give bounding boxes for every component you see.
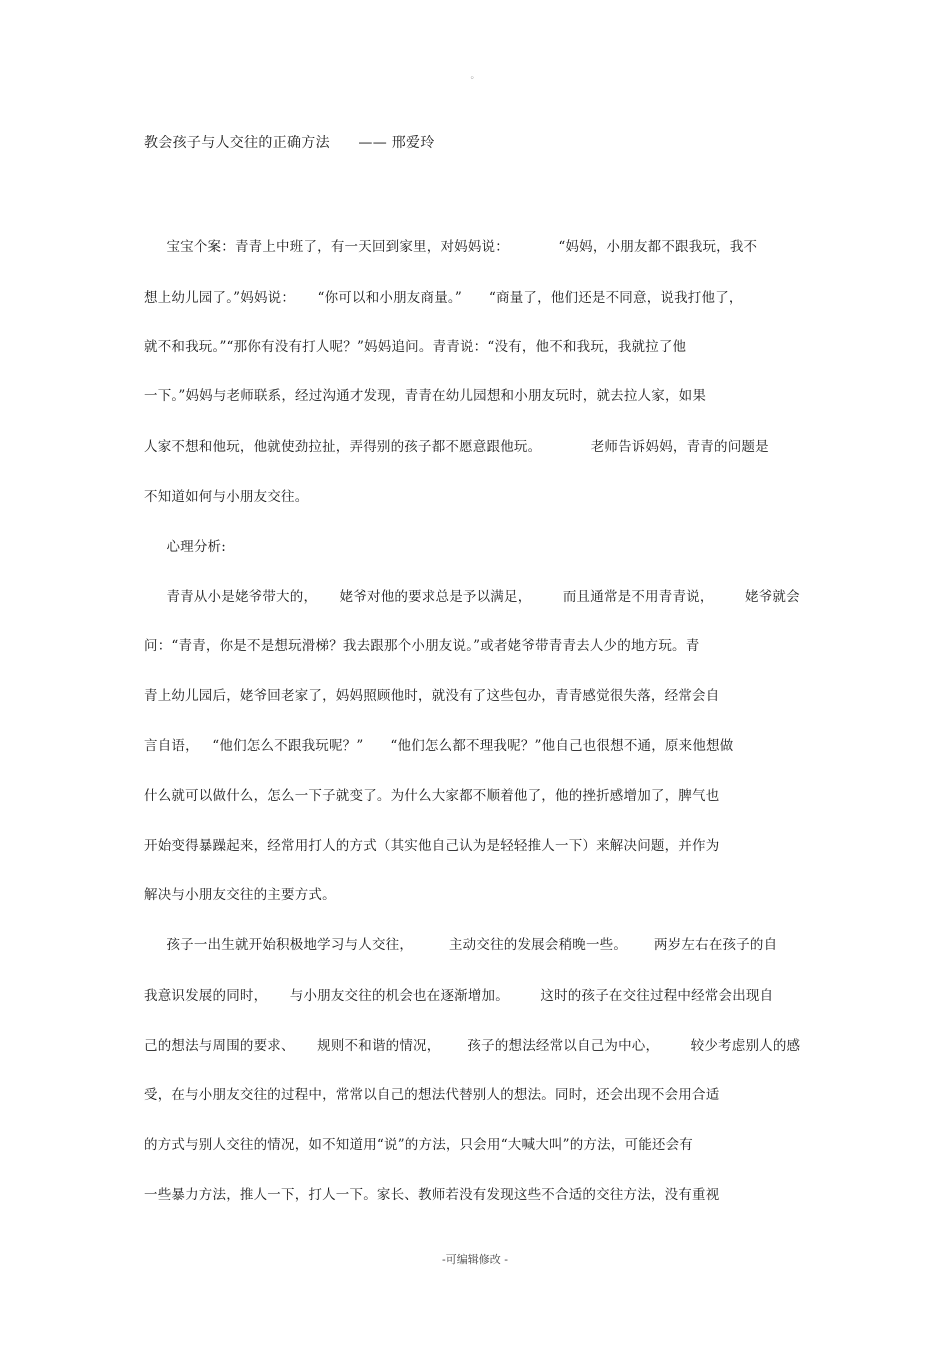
- body-line: 一些暴力方法，推人一下，打人一下。家长、教师若没有发现这些不合适的交往方法，没有重视: [144, 1187, 720, 1203]
- body-line: 青上幼儿园后，姥爷回老家了，妈妈照顾他时，就没有了这些包办，青青感觉很失落，经常会自: [144, 688, 720, 704]
- body-line: 不知道如何与小朋友交往。: [144, 489, 309, 505]
- body-line: 想上幼儿园了。”妈妈说： “你可以和小朋友商量。” “商量了，他们还是不同意，说我打他了，: [144, 290, 743, 306]
- body-line: 青青从小是姥爷带大的， 姥爷对他的要求总是予以满足， 而且通常是不用青青说， 姥爷就会: [144, 589, 800, 605]
- body-line: 一下。”妈妈与老师联系，经过沟通才发现，青青在幼儿园想和小朋友玩时，就去拉人家，如果: [144, 388, 707, 404]
- body-line: 解决与小朋友交往的主要方式。: [144, 887, 336, 903]
- body-line: 宝宝个案：青青上中班了，有一天回到家里，对妈妈说： “妈妈，小朋友都不跟我玩，我不: [144, 239, 758, 255]
- body-line: 己的想法与周围的要求、 规则不和谐的情况， 孩子的想法经常以自己为中心， 较少考虑别人的感: [144, 1038, 801, 1054]
- article-title: 教会孩子与人交往的正确方法 —— 邢爱玲: [144, 135, 435, 151]
- body-line: 问：“青青，你是不是想玩滑梯？我去跟那个小朋友说。”或者姥爷带青青去人少的地方玩。青: [144, 638, 700, 654]
- body-line: 我意识发展的同时， 与小朋友交往的机会也在逐渐增加。 这时的孩子在交往过程中经常会出现自: [144, 988, 774, 1004]
- body-line: 人家不想和他玩，他就使劲拉扯，弄得别的孩子都不愿意跟他玩。 老师告诉妈妈，青青的问题是: [144, 439, 769, 455]
- body-line: 孩子一出生就开始积极地学习与人交往， 主动交往的发展会稍晚一些。 两岁左右在孩子的自: [144, 937, 778, 953]
- header-mark: 。: [470, 71, 480, 81]
- section-heading: 心理分析:: [144, 539, 227, 555]
- body-line: 什么就可以做什么，怎么一下子就变了。为什么大家都不顺着他了，他的挫折感增加了，脾气也: [144, 788, 720, 804]
- body-line: 言自语， “他们怎么不跟我玩呢？” “他们怎么都不理我呢？”他自己也很想不通，原来他想做: [144, 738, 734, 754]
- body-line: 的方式与别人交往的情况，如不知道用“说”的方法，只会用“大喊大叫”的方法，可能还会有: [144, 1137, 694, 1153]
- body-line: 受，在与小朋友交往的过程中，常常以自己的想法代替别人的想法。同时，还会出现不会用合适: [144, 1087, 720, 1103]
- body-line: 开始变得暴躁起来，经常用打人的方式（其实他自己认为是轻轻推人一下）来解决问题，并作为: [144, 838, 720, 854]
- page-footer: -可编辑修改 -: [442, 1253, 508, 1266]
- body-line: 就不和我玩。”“那你有没有打人呢？”妈妈追问。青青说：“没有，他不和我玩，我就拉了他: [144, 339, 687, 355]
